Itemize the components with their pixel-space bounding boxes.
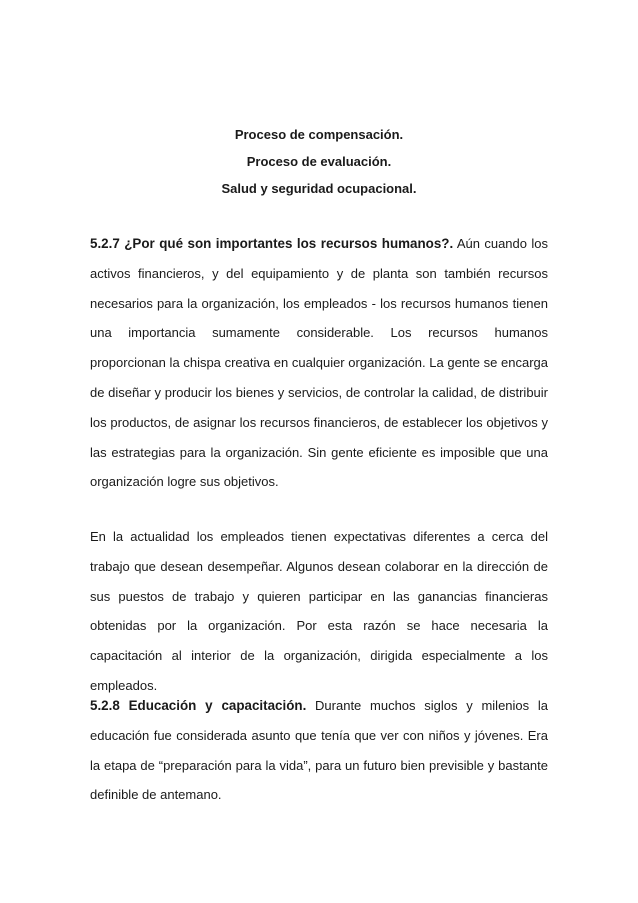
section-5-2-7-paragraph	[90, 229, 548, 497]
paragraph-employee-expectations	[90, 522, 548, 701]
section-5-2-7	[90, 229, 548, 497]
process-list	[90, 121, 548, 202]
section-5-2-8-paragraph	[90, 691, 548, 810]
process-item-safety: Salud y seguridad ocupacional.	[221, 181, 417, 196]
section-5-2-7-heading: 5.2.7 ¿Por qué son importantes los recursos humanos?.	[90, 236, 454, 251]
section-5-2-7-text: Aún cuando los activos financieros, y del equipamiento y de planta son también recursos necesarios para la organización, los empleados - los recursos humanos tienen una importancia sumamente considerable. Los recursos humanos proporcionan la chispa creativa en cualquier organización. La gente se encarga de diseñar y producir los bienes y servicios, de controlar la calidad, de distribuir los productos, de asignar los recursos financieros, de establecer los objetivos y las estrategias para la organización. Sin gente eficiente es imposible que una organización logre sus objetivos.	[90, 236, 548, 490]
paragraph-employee-expectations-text: En la actualidad los empleados tienen expectativas diferentes a cerca del trabajo que desean desempeñar. Algunos desean colaborar en la dirección de sus puestos de trabajo y quieren participar en las ganancias financieras obtenidas por la organización. Por esta razón se hace necesaria la capacitación al interior de la organización, dirigida especialmente a los empleados.	[90, 529, 548, 693]
section-5-2-8	[90, 691, 548, 810]
process-item-evaluation: Proceso de evaluación.	[246, 154, 392, 169]
section-5-2-8-text: Durante muchos siglos y milenios la educación fue considerada asunto que tenía que ver con niños y jóvenes. Era la etapa de “preparación para la vida”, para un futuro bien previsible y bastante definible de antemano.	[90, 698, 548, 803]
process-item-compensation: Proceso de compensación.	[234, 127, 404, 142]
section-5-2-8-heading: 5.2.8 Educación y capacitación.	[90, 698, 307, 713]
